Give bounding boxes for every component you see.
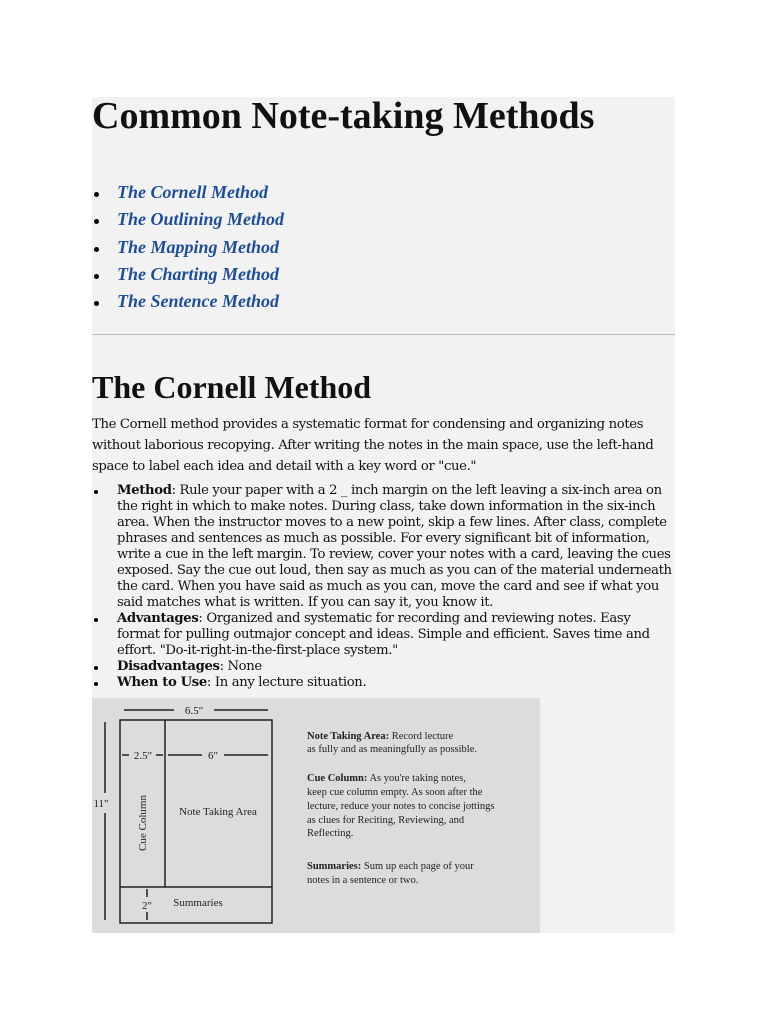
detail-item <box>92 611 672 659</box>
link-outlining-method[interactable]: The Outlining Method <box>117 209 285 230</box>
section-heading: The Cornell Method <box>92 369 372 405</box>
method-details <box>92 483 672 691</box>
link-cornell-method[interactable]: The Cornell Method <box>117 182 269 202</box>
legend-term: Cue Column: <box>307 773 368 784</box>
detail-item <box>92 675 672 691</box>
legend-term: Summaries: <box>307 861 362 872</box>
svg-text:Cue Column: As you're taking n <box>307 773 466 784</box>
legend-line: lecture, reduce your notes to concise jottings <box>307 801 495 812</box>
toc-item <box>92 209 284 236</box>
height-label: 11" <box>93 798 109 810</box>
toc-item <box>92 264 284 291</box>
detail-item <box>92 659 672 675</box>
detail-text: : Rule your paper with a 2 _ inch margin on the left leaving a six-inch area on the right in which to make notes. During class, take down information in the six-inch area. When the instructor moves to a new point, skip a few lines. After class, complete phrases and sentences as much as possible. For every significant bit of information, write a cue in the left margin. To review, cover your notes with a card, leaving the cues exposed. Say the cue out loud, then say as much as you can of the material underneath the card. When you have said as much as you can, move the card and see if what you said matches what is written. If you can say it, you know it. <box>117 483 672 610</box>
note-width-label: 6" <box>208 750 218 762</box>
toc-item <box>92 237 284 264</box>
legend-line: Record lecture <box>391 731 454 742</box>
detail-label: Advantages <box>117 611 199 626</box>
page-title: Common Note-taking Methods <box>92 95 595 137</box>
link-sentence-method[interactable]: The Sentence Method <box>117 291 279 312</box>
note-area-label: Note Taking Area <box>179 806 257 818</box>
summary-height-label: 2" <box>142 900 152 912</box>
link-charting-method[interactable]: The Charting Method <box>117 263 280 284</box>
summaries-label: Summaries <box>173 897 223 909</box>
detail-label: Method <box>117 483 172 498</box>
svg-text:Note Taking Area: Record lectu <box>307 731 454 742</box>
legend-line: keep cue column empty. As soon after the <box>307 787 483 798</box>
toc-item <box>92 291 284 318</box>
cornell-layout-figure <box>92 698 540 933</box>
section-intro: The Cornell method provides a systematic format for condensing and organizing notes without laborious recopying. After writing the notes in the main space, use the left-hand space to label each idea and detail with a key word or "cue." <box>92 417 654 474</box>
detail-item <box>92 483 672 611</box>
legend-line: Sum up each page of your <box>363 861 474 872</box>
detail-text: : None <box>219 659 262 674</box>
legend-line: notes in a sentence or two. <box>307 875 419 886</box>
link-mapping-method[interactable]: The Mapping Method <box>117 236 280 257</box>
cue-width-label: 2.5" <box>133 750 153 762</box>
legend-term: Note Taking Area: <box>307 731 390 742</box>
legend-line: Reflecting. <box>307 828 354 839</box>
cornell-diagram <box>92 698 540 933</box>
legend-line: As you're taking notes, <box>369 773 466 784</box>
detail-text: : Organized and systematic for recording and reviewing notes. Easy format for pulling outmajor concept and ideas. Simple and efficient. Saves time and effort. "Do-it-right-in-the-first-place system." <box>117 611 650 658</box>
divider <box>92 334 675 335</box>
detail-label: When to Use <box>117 675 207 690</box>
detail-label: Disadvantages <box>117 659 220 674</box>
svg-text:Summaries: Sum up each page of <box>307 861 474 872</box>
legend-line: as fully and as meaningfully as possible. <box>307 744 478 755</box>
toc-item <box>92 182 284 209</box>
detail-text: : In any lecture situation. <box>206 675 367 690</box>
width-label: 6.5" <box>184 705 204 717</box>
cue-column-label: Cue Column <box>137 795 149 851</box>
legend-line: as clues for Reciting, Reviewing, and <box>307 815 465 826</box>
method-links <box>92 182 284 318</box>
